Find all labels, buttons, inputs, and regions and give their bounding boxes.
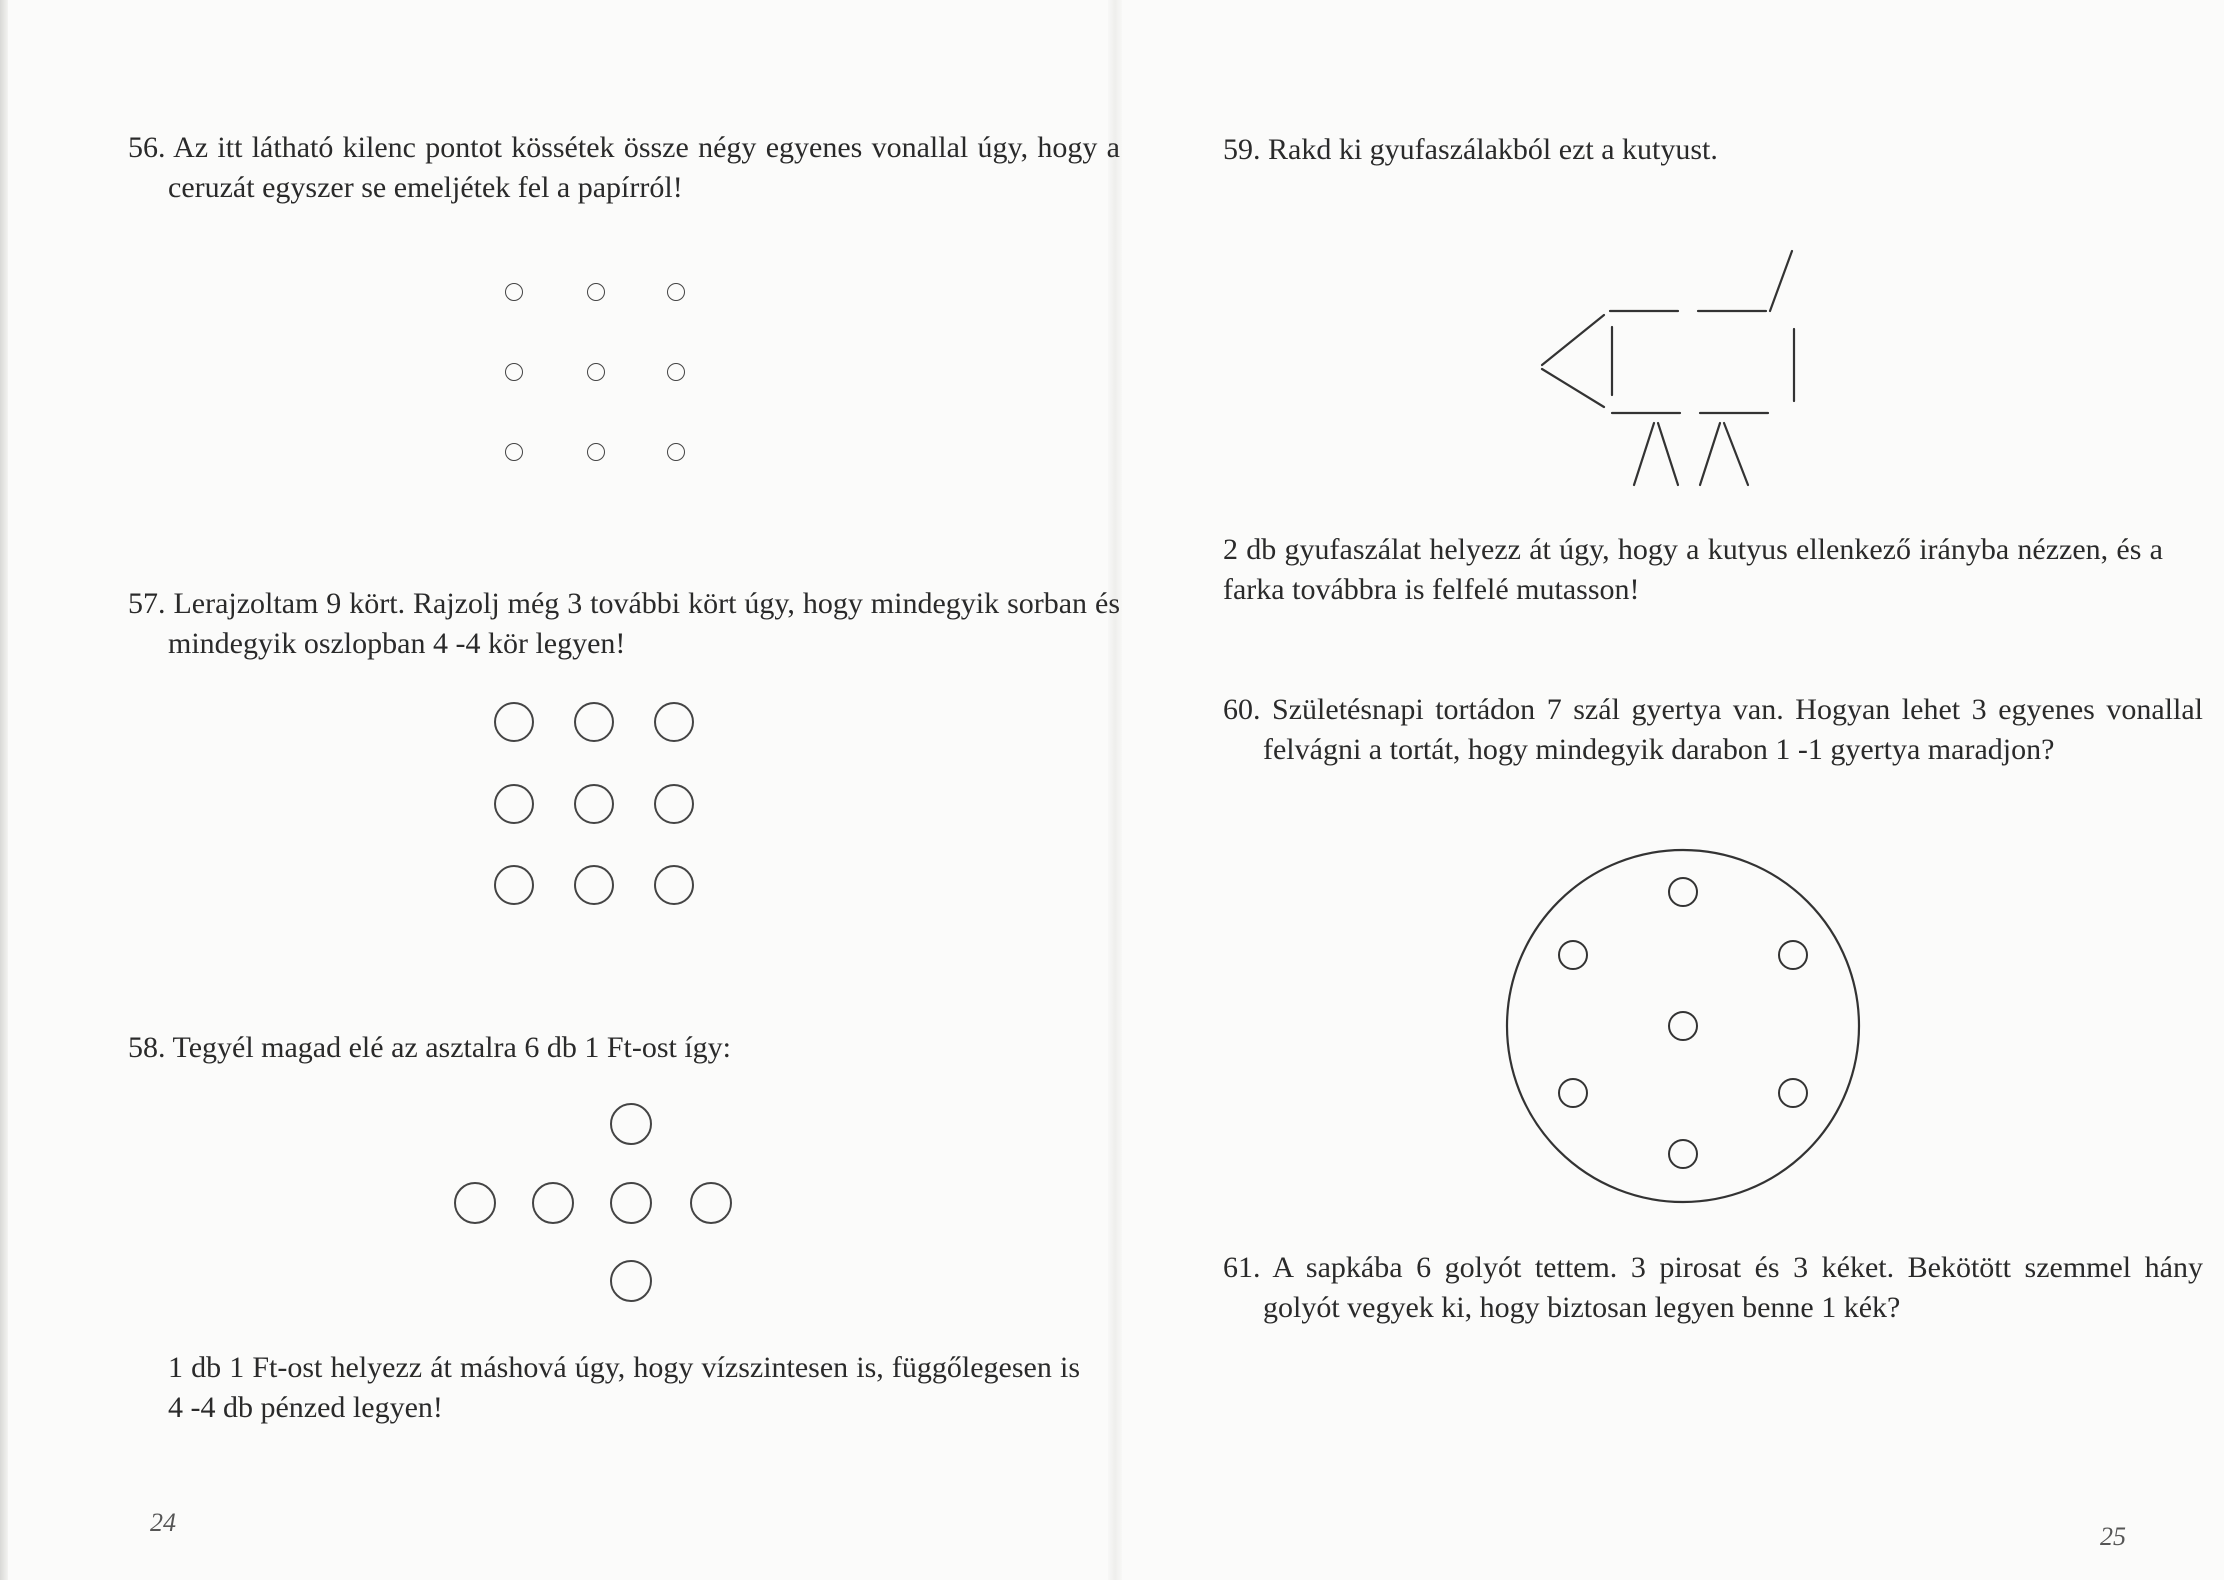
candle: [1669, 878, 1697, 906]
coin: [610, 1103, 652, 1145]
exercise-59-text: 59. Rakd ki gyufaszálakból ezt a kutyust.: [1223, 133, 1718, 166]
candle: [1669, 1012, 1697, 1040]
exercise-60-text: 60. Születésnapi tortádon 7 szál gyertya van. Hogyan lehet 3 egyenes vonallal felvágni a tortát, hogy mindegyik darabon 1 -1 gyertya maradjon?: [1223, 693, 2203, 766]
dot: [667, 283, 685, 301]
dot: [587, 283, 605, 301]
circle: [654, 702, 694, 742]
exercise-58-instruction: 1 db 1 Ft-ost helyezz át máshová úgy, hogy vízszintesen is, függőlegesen is 4 -4 db pénzed legyen!: [168, 1351, 1080, 1424]
candle: [1559, 1079, 1587, 1107]
match-tail: [1770, 251, 1792, 311]
page-number-right: 25: [2100, 1522, 2126, 1551]
dot: [667, 443, 685, 461]
coin: [690, 1182, 732, 1224]
exercise-56-text: 56. Az itt látható kilenc pontot kössétek össze négy egyenes vonallal úgy, hogy a ceruzát egyszer se emeljétek fel a papírról!: [128, 131, 1120, 204]
dot: [587, 363, 605, 381]
match-leg-1a: [1634, 423, 1654, 485]
dot: [505, 283, 523, 301]
coin: [610, 1260, 652, 1302]
exercise-61-text: 61. A sapkába 6 golyót tettem. 3 pirosat és 3 kéket. Bekötött szemmel hány golyót vegyek ki, hogy biztosan legyen benne 1 kék?: [1223, 1251, 2203, 1324]
match-leg-2a: [1700, 423, 1720, 485]
candle: [1669, 1140, 1697, 1168]
dot: [667, 363, 685, 381]
page-number-left: 24: [150, 1508, 176, 1537]
match-leg-2b: [1724, 423, 1748, 485]
dot: [505, 363, 523, 381]
candle: [1559, 941, 1587, 969]
dot: [505, 443, 523, 461]
coin: [610, 1182, 652, 1224]
dot: [587, 443, 605, 461]
match-head-bottom: [1542, 369, 1604, 407]
coin: [532, 1182, 574, 1224]
book-gutter: [1108, 0, 1122, 1580]
circle: [574, 702, 614, 742]
candle: [1779, 941, 1807, 969]
cake-outline: [1507, 850, 1859, 1202]
circle: [574, 865, 614, 905]
birthday-cake-figure: [1502, 845, 1864, 1207]
matchstick-dog-figure: [1530, 245, 1790, 495]
circle: [494, 865, 534, 905]
circle: [654, 865, 694, 905]
coin: [454, 1182, 496, 1224]
exercise-58-text: 58. Tegyél magad elé az asztalra 6 db 1 Ft-ost így:: [128, 1031, 732, 1064]
circle: [494, 702, 534, 742]
exercise-57-text: 57. Lerajzoltam 9 kört. Rajzolj még 3 további kört úgy, hogy mindegyik sorban és mindegyik oszlopban 4 -4 kör legyen!: [128, 587, 1120, 660]
circle: [494, 784, 534, 824]
exercise-59-instruction: 2 db gyufaszálat helyezz át úgy, hogy a kutyus ellenkező irányba nézzen, és a farka továbbra is felfelé mutasson!: [1223, 533, 2163, 606]
match-head-top: [1542, 315, 1604, 365]
match-leg-1b: [1658, 423, 1678, 485]
candle: [1779, 1079, 1807, 1107]
book-left-edge: [0, 0, 8, 1580]
circle: [654, 784, 694, 824]
circle: [574, 784, 614, 824]
